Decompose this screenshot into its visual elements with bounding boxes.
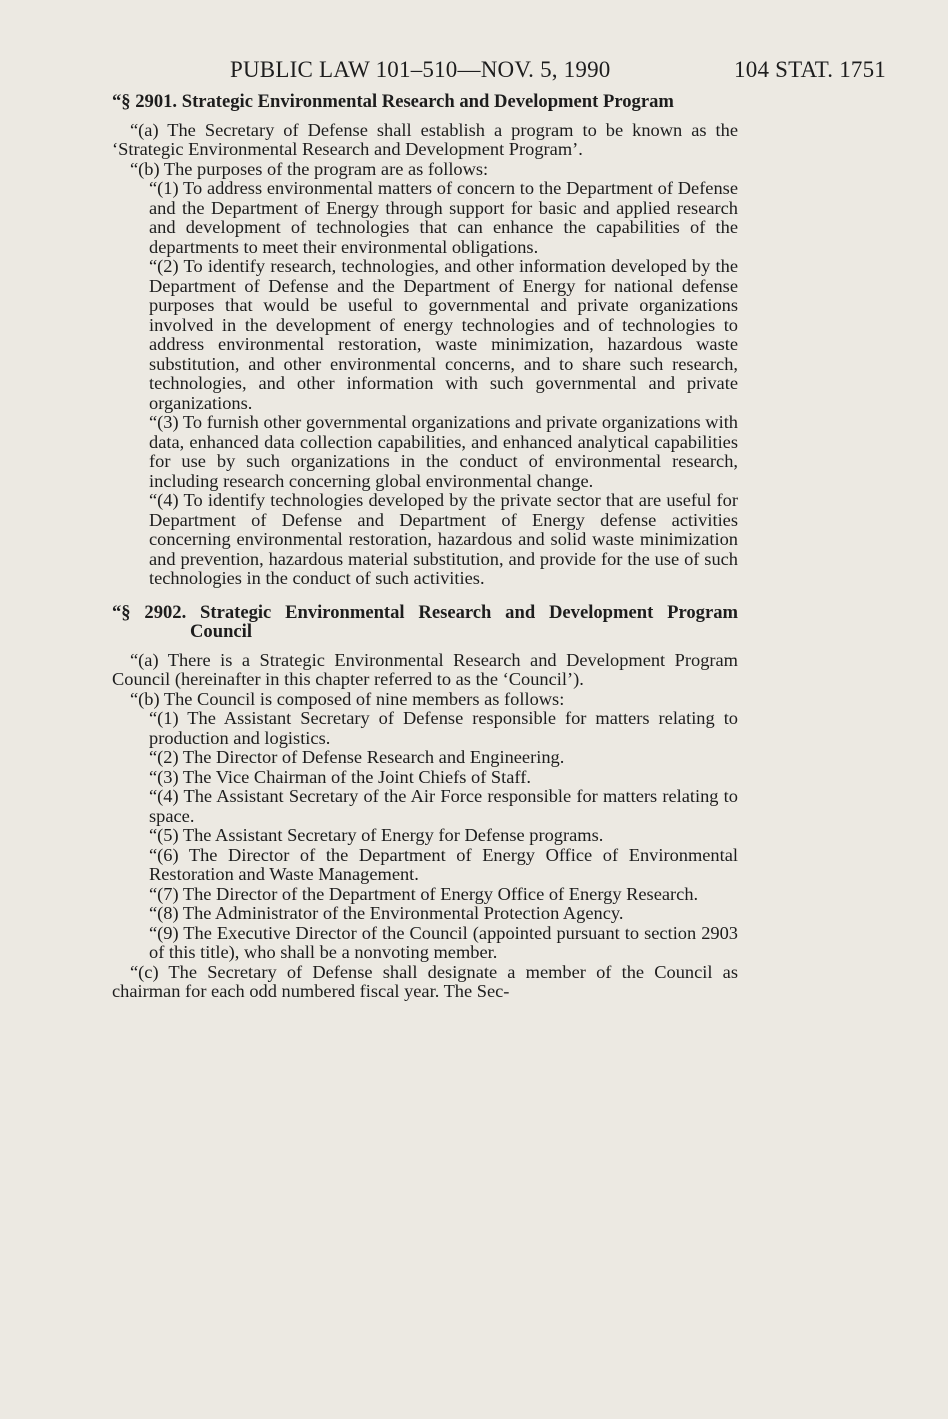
section-2901-subsection-a: “(a) The Secretary of Defense shall establish a program to be known as the ‘Strategic Environmental Research and Development Program’. bbox=[112, 119, 738, 159]
section-2902-member-2: “(2) The Director of Defense Research and Engineering. bbox=[149, 747, 565, 767]
running-head-title: PUBLIC LAW 101–510—NOV. 5, 1990 bbox=[230, 57, 611, 82]
section-2901-heading: “§ 2901. Strategic Environmental Research and Development Program bbox=[112, 91, 674, 112]
section-2902-heading: “§ 2902. Strategic Environmental Research and Development Program Council bbox=[112, 601, 738, 642]
section-2902-member-9: “(9) The Executive Director of the Council (appointed pursuant to section 2903 of this title), who shall be a nonvoting member. bbox=[149, 922, 738, 962]
section-2901-subsection-b: “(b) The purposes of the program are as follows: bbox=[130, 158, 489, 179]
section-2902-member-7: “(7) The Director of the Department of Energy Office of Energy Research. bbox=[149, 883, 699, 904]
section-2902-subsection-b: “(b) The Council is composed of nine members as follows: bbox=[130, 688, 565, 709]
section-2901-paragraph-1: “(1) To address environmental matters of concern to the Department of Defense and the Department of Energy through support for basic and applied research and development of technologies that can enhance the capabilities of the departments to meet their environmental obligations. bbox=[149, 178, 738, 257]
section-2902-member-4: “(4) The Assistant Secretary of the Air Force responsible for matters relating to space. bbox=[149, 786, 738, 826]
body-text bbox=[112, 92, 738, 1002]
section-2902-member-3: “(3) The Vice Chairman of the Joint Chiefs of Staff. bbox=[149, 766, 531, 787]
section-2902-member-6: “(6) The Director of the Department of Energy Office of Environmental Restoration and Waste Management. bbox=[149, 844, 738, 884]
section-2902-member-1: “(1) The Assistant Secretary of Defense responsible for matters relating to production and logistics. bbox=[149, 708, 738, 748]
running-head bbox=[0, 52, 948, 88]
section-2901-paragraph-3: “(3) To furnish other governmental organizations and private organizations with data, enhanced data collection capabilities, and enhanced analytical capabilities for use by such organizations in the conduct of environmental research, including research concerning global environmental change. bbox=[149, 412, 738, 491]
section-2902-subsection-a: “(a) There is a Strategic Environmental Research and Development Program Council (hereinafter in this chapter referred to as the ‘Council’). bbox=[112, 649, 738, 689]
section-2901-paragraph-4: “(4) To identify technologies developed by the private sector that are useful for Department of Defense and Department of Energy defense activities concerning environmental restoration, hazardous and solid waste minimization and prevention, hazardous material substitution, and provide for the use of such technologies in the conduct of such activities. bbox=[149, 490, 738, 588]
statute-page-number: 104 STAT. 1751 bbox=[734, 57, 886, 82]
section-2902-subsection-c: “(c) The Secretary of Defense shall designate a member of the Council as chairman for each odd numbered fiscal year. The Sec- bbox=[112, 961, 738, 1001]
section-2901-paragraph-2: “(2) To identify research, technologies, and other information developed by the Department of Defense and the Department of Energy for national defense purposes that would be useful to governmental and private organizations involved in the development of energy technologies and of technologies to address environmental restoration, waste minimization, hazardous waste substitution, and other environmental concerns, and to share such research, technologies, and other information with such governmental and private organizations. bbox=[149, 256, 738, 413]
section-2902-member-5: “(5) The Assistant Secretary of Energy for Defense programs. bbox=[149, 825, 604, 845]
section-2902-member-8: “(8) The Administrator of the Environmental Protection Agency. bbox=[149, 903, 624, 923]
